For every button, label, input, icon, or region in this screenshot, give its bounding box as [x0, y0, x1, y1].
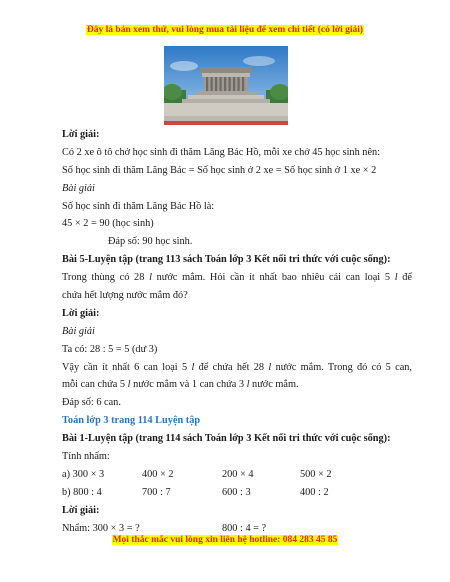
- exercise-cell: 200 × 4: [222, 468, 254, 480]
- solution-label: Bài giải: [62, 325, 95, 337]
- preview-notice-banner: [0, 25, 450, 35]
- calculation: Ta có: 28 : 5 = 5 (dư 3): [62, 343, 158, 355]
- exercise-heading: Bài 5-Luyện tập (trang 113 sách Toán lớp 3 Kết nối tri thức với cuộc sống):: [62, 254, 391, 266]
- text-run: để: [397, 272, 412, 284]
- exercise-cell: 600 : 3: [222, 486, 251, 498]
- exercise-cell: Nhẩm: 300 × 3 = ?: [62, 522, 140, 534]
- exercise-row-b: [62, 484, 412, 502]
- paragraph: Số học sinh đi thăm Lăng Bác Hồ là:: [62, 200, 215, 212]
- answer-heading: Lời giải:: [62, 129, 100, 140]
- text-run: nước mắm. Trong đó có 5 can,: [271, 361, 413, 373]
- paragraph: [62, 376, 412, 394]
- answer-heading: Lời giải:: [62, 504, 100, 516]
- exercise-cell: 500 × 2: [300, 468, 332, 480]
- liter-unit: l: [127, 379, 131, 391]
- document-body: [62, 126, 412, 537]
- exercise-cell: 800 : 4 = ?: [222, 522, 267, 534]
- text-run: nước mắm. Hỏi cần ít nhất bao nhiêu cái can loại 5: [151, 272, 395, 284]
- answer-heading: Lời giải:: [62, 307, 100, 319]
- text-run: nước mắm và 1 can chứa 3: [130, 379, 247, 391]
- liter-unit: l: [191, 361, 195, 373]
- problem-statement: chứa hết lượng nước mắm đó?: [62, 290, 188, 302]
- text-run: Trong thùng có 28: [62, 272, 150, 284]
- liter-unit: l: [268, 361, 272, 373]
- text-run: nước mắm.: [249, 379, 299, 391]
- liter-unit: l: [394, 272, 398, 284]
- text-run: Vậy cần ít nhất 6 can loại 5: [62, 361, 192, 373]
- exercise-row-a: [62, 466, 412, 484]
- final-answer: Đáp số: 90 học sinh.: [108, 236, 193, 248]
- hotline-text: Mọi thắc mắc vui lòng xin liên hệ hotline: 084 283 45 85: [112, 535, 338, 545]
- text-run: để chứa hết 28: [194, 361, 269, 373]
- hotline-banner: [0, 535, 450, 545]
- paragraph: [62, 359, 412, 377]
- problem-statement: [62, 269, 412, 287]
- exercise-cell: 700 : 7: [142, 486, 171, 498]
- exercise-cell: a) 300 × 3: [62, 468, 105, 480]
- paragraph: Có 2 xe ô tô chở học sinh đi thăm Lăng Bác Hồ, mỗi xe chở 45 học sinh nên:: [62, 146, 381, 158]
- preview-notice-text: Đây là bản xem thử, vui lòng mua tài liệu để xem chi tiết (có lời giải): [86, 25, 364, 35]
- section-heading: Toán lớp 3 trang 114 Luyện tập: [62, 415, 201, 427]
- liter-unit: l: [246, 379, 250, 391]
- final-answer: Đáp số: 6 can.: [62, 397, 121, 409]
- liter-unit: l: [149, 272, 152, 284]
- exercise-cell: 400 × 2: [142, 468, 174, 480]
- solution-label: Bài giải: [62, 182, 95, 194]
- paragraph: Số học sinh đi thăm Lăng Bác = Số học sinh ở 2 xe = Số học sinh ở 1 xe × 2: [62, 164, 377, 176]
- instruction: Tính nhẩm:: [62, 451, 110, 463]
- mausoleum-photo-icon: [164, 46, 288, 125]
- mausoleum-photo: [164, 46, 288, 125]
- text-run: mỗi can chứa 5: [62, 379, 128, 391]
- exercise-heading: Bài 1-Luyện tập (trang 114 sách Toán lớp 3 Kết nối tri thức với cuộc sống):: [62, 433, 391, 445]
- exercise-cell: 400 : 2: [300, 486, 329, 498]
- calculation: 45 × 2 = 90 (học sinh): [62, 218, 154, 230]
- exercise-cell: b) 800 : 4: [62, 486, 102, 498]
